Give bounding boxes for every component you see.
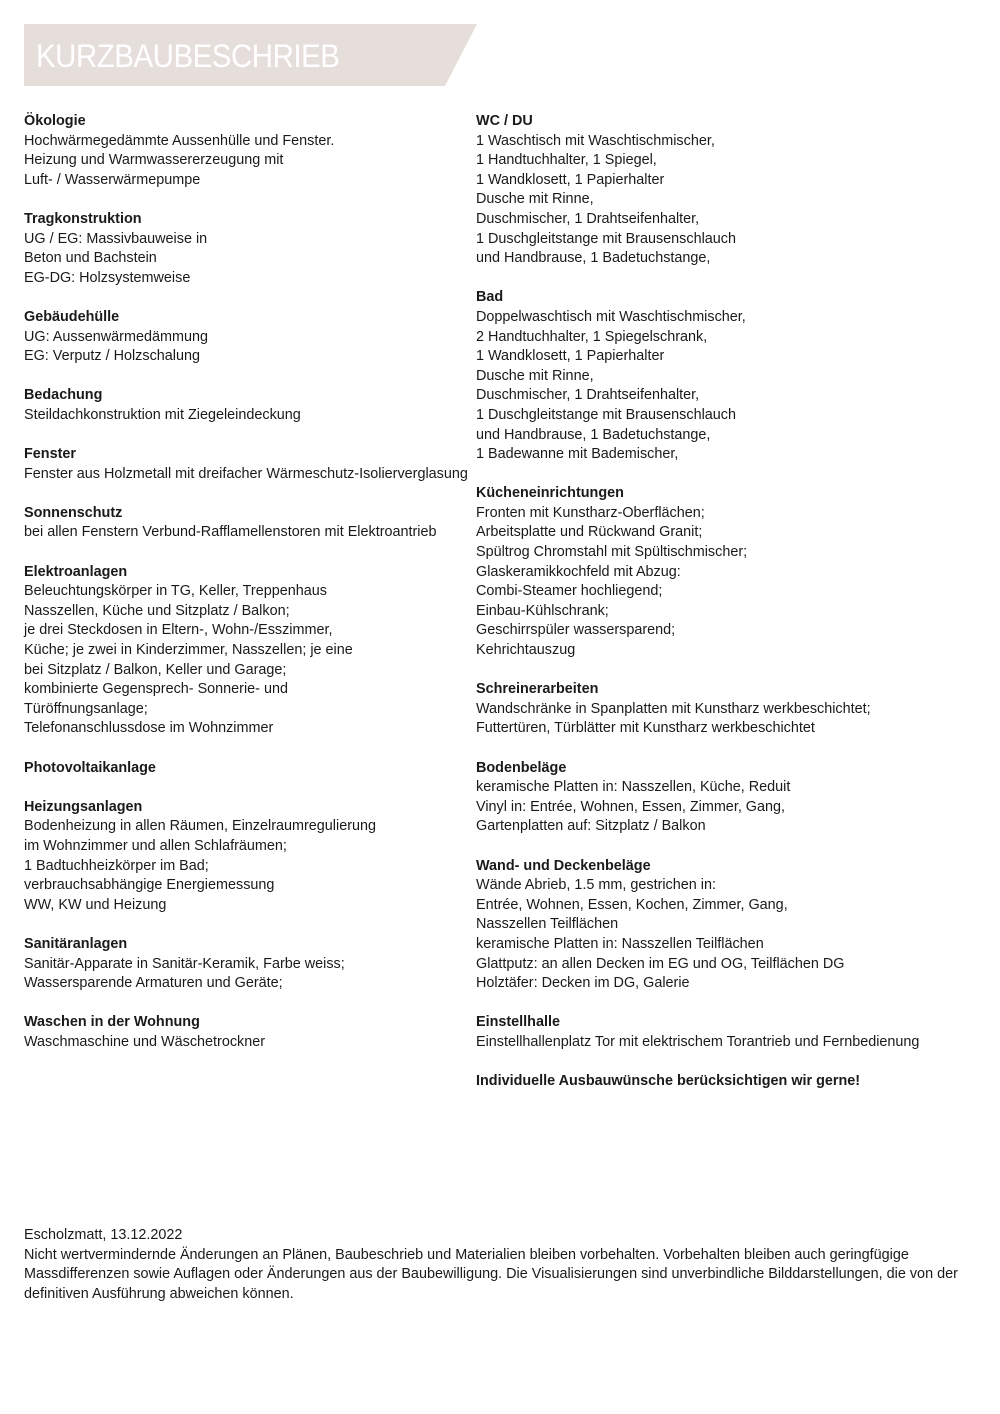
section-line: Heizung und Warmwassererzeugung mit [24, 152, 284, 169]
section-line: Telefonanschlussdose im Wohnzimmer [24, 720, 274, 737]
section-line: je drei Steckdosen in Eltern-, Wohn-/Esszimmer, [24, 622, 333, 639]
section [24, 386, 464, 425]
section-line: 1 Duschgleitstange mit Brausenschlauch [476, 406, 736, 423]
section-title: Bad [476, 289, 504, 306]
section-line: Fronten mit Kunstharz-Oberflächen; [476, 504, 705, 521]
section [476, 759, 986, 837]
section-line: Holztäfer: Decken im DG, Galerie [476, 975, 690, 992]
section-line: 1 Wandklosett, 1 Papierhalter [476, 348, 665, 365]
section-line: 1 Handtuchhalter, 1 Spiegel, [476, 152, 657, 169]
section [24, 308, 464, 367]
section-line: UG / EG: Massivbauweise in [24, 230, 208, 247]
section-line: keramische Platten in: Nasszellen Teilflächen [476, 935, 764, 952]
section-line: und Handbrause, 1 Badetuchstange, [476, 250, 711, 267]
section-line: kombinierte Gegensprech- Sonnerie- und [24, 681, 288, 698]
section-title: Sonnenschutz [24, 504, 123, 521]
section-line: bei allen Fenstern Verbund-Rafflamellenstoren mit Elektroantrieb [24, 524, 437, 541]
section [24, 445, 468, 484]
section [24, 563, 464, 739]
section [24, 504, 464, 543]
section-title: Gebäudehülle [24, 308, 120, 325]
section-line: 1 Badewanne mit Bademischer, [476, 446, 679, 463]
section-line: 1 Wandklosett, 1 Papierhalter [476, 171, 665, 188]
section-line: Einbau-Kühlschrank; [476, 602, 609, 619]
section-title: Photovoltaikanlage [24, 759, 156, 776]
section [24, 798, 464, 916]
section-line: Türöffnungsanlage; [24, 700, 148, 717]
footer [24, 1226, 964, 1304]
closing-note: Individuelle Ausbauwünsche berücksichtigen wir gerne! [476, 1073, 861, 1090]
section-line: verbrauchsabhängige Energiemessung [24, 877, 275, 894]
section [24, 1013, 464, 1052]
section [476, 680, 986, 739]
section-line: EG-DG: Holzsystemweise [24, 269, 191, 286]
section-line: Sanitär-Apparate in Sanitär-Keramik, Farbe weiss; [24, 955, 345, 972]
section-line: Glattputz: an allen Decken im EG und OG, Teilflächen DG [476, 955, 845, 972]
section-line: im Wohnzimmer und allen Schlafräumen; [24, 837, 287, 854]
section [24, 112, 464, 190]
section-title: Schreinerarbeiten [476, 681, 599, 698]
section-line: WW, KW und Heizung [24, 896, 167, 913]
section-line: Kehrichtauszug [476, 642, 576, 659]
footer-disclaimer: Nicht wertvermindernde Änderungen an Plänen, Baubeschrieb und Materialien bleiben vorbehalten. Vorbehalten bleiben auch geringfügige Massdifferenzen sowie Auflagen oder Änderungen aus der Baubewilligung. Die Visualisierungen sind unverbindliche Bilddarstellungen, die von der definitiven Ausführung abweichen können. [24, 1246, 958, 1302]
page-title: KURZBAUBESCHRIEB [36, 38, 340, 74]
footer-place-date: Escholzmatt, 13.12.2022 [24, 1227, 183, 1243]
section-title: Sanitäranlagen [24, 935, 128, 952]
section-line: Nasszellen Teilflächen [476, 916, 619, 933]
left-column [24, 112, 468, 1072]
section [476, 288, 986, 464]
section-title: Waschen in der Wohnung [24, 1014, 200, 1031]
section [476, 857, 986, 994]
section-title: Einstellhalle [476, 1014, 560, 1031]
section-line: Fenster aus Holzmetall mit dreifacher Wärmeschutz-Isolierverglasung [24, 465, 468, 482]
section [476, 484, 986, 660]
section-title: Elektroanlagen [24, 563, 128, 580]
section-title: Heizungsanlagen [24, 798, 143, 815]
section-line: Doppelwaschtisch mit Waschtischmischer, [476, 308, 746, 325]
section-line: Dusche mit Rinne, [476, 367, 594, 384]
section-line: UG: Aussenwärmedämmung [24, 328, 208, 345]
section-line: Steildachkonstruktion mit Ziegeleindeckung [24, 406, 301, 423]
section-line: Vinyl in: Entrée, Wohnen, Essen, Zimmer, Gang, [476, 798, 786, 815]
section-line: Beleuchtungskörper in TG, Keller, Treppenhaus [24, 583, 327, 600]
section-line: Wassersparende Armaturen und Geräte; [24, 975, 283, 992]
section-line: Beton und Bachstein [24, 250, 157, 267]
right-column [476, 112, 986, 1092]
section [476, 112, 986, 269]
section-title: Bedachung [24, 387, 103, 404]
section-title: Wand- und Deckenbeläge [476, 857, 651, 874]
section-line: Arbeitsplatte und Rückwand Granit; [476, 524, 703, 541]
section-line: Wände Abrieb, 1.5 mm, gestrichen in: [476, 877, 716, 894]
section [24, 210, 464, 288]
section-line: Futtertüren, Türblätter mit Kunstharz werkbeschichtet [476, 720, 815, 737]
section-line: Bodenheizung in allen Räumen, Einzelraumregulierung [24, 818, 376, 835]
section-line: Hochwärmegedämmte Aussenhülle und Fenster. [24, 132, 335, 149]
section-line: Dusche mit Rinne, [476, 191, 594, 208]
section-title: WC / DU [476, 113, 533, 129]
section-title: Tragkonstruktion [24, 210, 142, 227]
section-line: Combi-Steamer hochliegend; [476, 583, 663, 600]
section-line: Küche; je zwei in Kinderzimmer, Nasszellen; je eine [24, 642, 353, 659]
section-line: Geschirrspüler wassersparend; [476, 622, 676, 639]
section-line: und Handbrause, 1 Badetuchstange, [476, 426, 711, 443]
section-line: Duschmischer, 1 Drahtseifenhalter, [476, 387, 700, 404]
section-line: 1 Duschgleitstange mit Brausenschlauch [476, 230, 736, 247]
section-title: Kücheneinrichtungen [476, 485, 624, 502]
section-line: Nasszellen, Küche und Sitzplatz / Balkon; [24, 602, 290, 619]
section-title: Bodenbeläge [476, 759, 567, 776]
section-line: bei Sitzplatz / Balkon, Keller und Garage; [24, 661, 287, 678]
section-line: Einstellhallenplatz Tor mit elektrischem Torantrieb und Fernbedienung [476, 1033, 920, 1050]
section-line: EG: Verputz / Holzschalung [24, 348, 200, 365]
section-line: 1 Badtuchheizkörper im Bad; [24, 857, 209, 874]
section-line: Waschmaschine und Wäschetrockner [24, 1033, 266, 1050]
section-line: Luft- / Wasserwärmepumpe [24, 171, 201, 188]
section-line: Duschmischer, 1 Drahtseifenhalter, [476, 210, 700, 227]
section-line: Wandschränke in Spanplatten mit Kunstharz werkbeschichtet; [476, 700, 871, 717]
section [476, 1013, 986, 1052]
section-line: keramische Platten in: Nasszellen, Küche, Reduit [476, 779, 791, 796]
section-line: Gartenplatten auf: Sitzplatz / Balkon [476, 818, 706, 835]
section-title: Ökologie [24, 113, 86, 129]
header-banner [24, 24, 477, 86]
section-line: Spültrog Chromstahl mit Spültischmischer; [476, 544, 748, 561]
section-title: Fenster [24, 446, 76, 463]
section-line: Entrée, Wohnen, Essen, Kochen, Zimmer, Gang, [476, 896, 788, 913]
section-line: Glaskeramikkochfeld mit Abzug: [476, 563, 681, 580]
section-line: 1 Waschtisch mit Waschtischmischer, [476, 132, 715, 149]
section [24, 759, 464, 779]
section [24, 935, 464, 994]
section-line: 2 Handtuchhalter, 1 Spiegelschrank, [476, 328, 708, 345]
